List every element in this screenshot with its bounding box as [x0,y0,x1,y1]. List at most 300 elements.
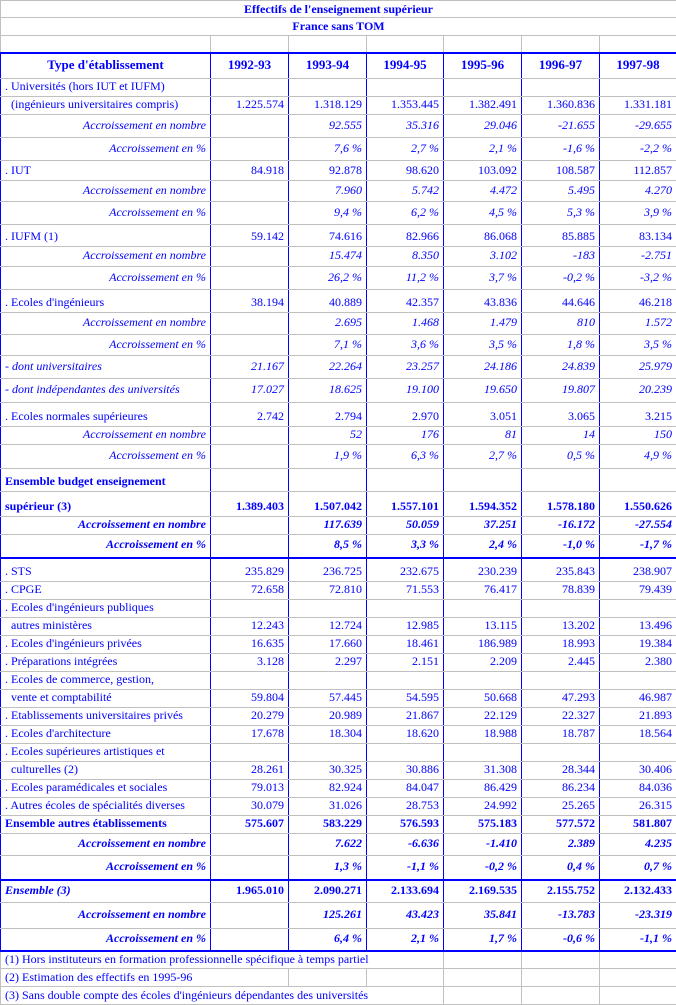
row-label: . IUFM (1) [1,225,211,247]
row-value: 72.658 [211,582,289,600]
row-value: 3.065 [522,403,600,427]
row-value: 92.555 [289,115,367,138]
row-label: supérieur (3) [1,492,211,517]
row-value: 7,6 % [289,138,367,161]
row-value [289,600,367,618]
row-value: 1.965.010 [211,880,289,903]
row-value: -0,2 % [444,856,522,880]
table-row [1,517,676,535]
row-value: 3,3 % [367,535,444,558]
row-value: -21.655 [522,115,600,138]
row-value [211,427,289,445]
row-value: 17.678 [211,726,289,744]
row-value [522,469,600,492]
column-header-year: 1997-98 [600,53,676,79]
row-value: 18.304 [289,726,367,744]
table-row [1,834,676,856]
row-value: 117.639 [289,517,367,535]
row-value [444,600,522,618]
row-value: 0,7 % [600,856,676,880]
row-value: 82.924 [289,780,367,798]
row-value: 1.594.352 [444,492,522,517]
row-value: 6,4 % [289,929,367,951]
empty-cell [600,951,676,969]
row-label: vente et comptabilité [1,690,211,708]
row-value: 1.318.129 [289,97,367,115]
row-value: 2.970 [367,403,444,427]
row-value: 2.155.752 [522,880,600,903]
row-value: 2.133.694 [367,880,444,903]
footnote-row [1,969,676,987]
table-row [1,356,676,379]
row-value: 2,1 % [367,929,444,951]
row-value: 18.564 [600,726,676,744]
row-value: 35.841 [444,903,522,929]
row-value: -29.655 [600,115,676,138]
row-value: -1,6 % [522,138,600,161]
table-row [1,335,676,356]
table-row [1,903,676,929]
empty-cell [522,969,600,987]
row-value: 23.257 [367,356,444,379]
row-value: 79.439 [600,582,676,600]
table-row [1,798,676,816]
row-label: Accroissement en nombre [1,903,211,929]
row-value [289,744,367,762]
row-value: 577.572 [522,816,600,834]
row-value: 112.857 [600,161,676,181]
row-value: 26.315 [600,798,676,816]
row-value: 238.907 [600,558,676,582]
row-value: 3.128 [211,654,289,672]
row-value: 6,2 % [367,202,444,225]
row-value: 15.474 [289,247,367,267]
row-value: 86.068 [444,225,522,247]
row-value: 59.804 [211,690,289,708]
row-value: 3,9 % [600,202,676,225]
table-row [1,780,676,798]
empty-cell [289,969,367,987]
row-value [444,672,522,690]
table-row [1,672,676,690]
row-value: -1,7 % [600,535,676,558]
row-value [211,517,289,535]
row-value: 1.468 [367,313,444,335]
row-value: 4.472 [444,181,522,202]
row-value [211,335,289,356]
row-value: 3,7 % [444,267,522,290]
row-value: 59.142 [211,225,289,247]
row-value: 22.129 [444,708,522,726]
table-subtitle: France sans TOM [1,18,676,36]
row-value: 4,5 % [444,202,522,225]
row-value: 21.893 [600,708,676,726]
row-value: 74.616 [289,225,367,247]
row-value [211,138,289,161]
row-value: 4,9 % [600,445,676,469]
row-value [522,744,600,762]
row-value: 3,5 % [600,335,676,356]
row-label: . Autres écoles de spécialités diverses [1,798,211,816]
row-label: . Ecoles d'ingénieurs [1,290,211,313]
row-value: 17.660 [289,636,367,654]
row-value: 46.218 [600,290,676,313]
row-value: 2.297 [289,654,367,672]
row-value: 47.293 [522,690,600,708]
table-row [1,138,676,161]
row-value: 3,6 % [367,335,444,356]
row-label: Accroissement en % [1,929,211,951]
table-row [1,313,676,335]
row-label: . Universités (hors IUT et IUFM) [1,79,211,97]
row-value: -3,2 % [600,267,676,290]
row-value: 2,7 % [444,445,522,469]
row-label: . IUT [1,161,211,181]
row-value: 3.102 [444,247,522,267]
row-value: 1.360.836 [522,97,600,115]
row-label: Accroissement en % [1,535,211,558]
row-value: 6,3 % [367,445,444,469]
row-value [211,834,289,856]
row-value [211,115,289,138]
row-value: 18.620 [367,726,444,744]
row-value: 18.787 [522,726,600,744]
row-value [211,313,289,335]
table-row [1,469,676,492]
row-value: 2.445 [522,654,600,672]
row-value: 3.215 [600,403,676,427]
row-value: 1.557.101 [367,492,444,517]
row-value [367,744,444,762]
table-row [1,726,676,744]
row-value: 583.229 [289,816,367,834]
table-title: Effectifs de l'enseignement supérieur [1,1,676,18]
row-value: 2.794 [289,403,367,427]
footnote: (3) Sans double compte des écoles d'ingénieurs dépendantes des universités [1,987,444,1005]
row-label: . Etablissements universitaires privés [1,708,211,726]
row-value: 35.316 [367,115,444,138]
row-value [289,672,367,690]
row-value: 52 [289,427,367,445]
row-value [211,202,289,225]
row-value [211,600,289,618]
table-row [1,202,676,225]
row-label: - dont universitaires [1,356,211,379]
table-row [1,445,676,469]
row-value: 21.867 [367,708,444,726]
row-value: 5.742 [367,181,444,202]
row-label: Accroissement en nombre [1,517,211,535]
row-value: 81 [444,427,522,445]
table-row [1,535,676,558]
row-value: 12.985 [367,618,444,636]
row-value: 18.988 [444,726,522,744]
row-label: Accroissement en % [1,202,211,225]
table-row [1,880,676,903]
row-value: 230.239 [444,558,522,582]
row-value: 25.265 [522,798,600,816]
row-value: 19.807 [522,379,600,403]
row-value [211,469,289,492]
footnote-row [1,987,676,1005]
row-value: 31.308 [444,762,522,780]
row-value: 1.572 [600,313,676,335]
row-label: . STS [1,558,211,582]
row-value: 3.051 [444,403,522,427]
row-value [211,181,289,202]
row-value: 13.496 [600,618,676,636]
row-label: - dont indépendantes des universités [1,379,211,403]
blank-row [1,36,676,53]
row-value: 26,2 % [289,267,367,290]
row-value: 5.495 [522,181,600,202]
row-value: 186.989 [444,636,522,654]
row-value: 19.384 [600,636,676,654]
row-value: 31.026 [289,798,367,816]
row-value: -1,1 % [367,856,444,880]
row-value: -0,6 % [522,929,600,951]
row-value: -16.172 [522,517,600,535]
table-row [1,654,676,672]
footnote: (1) Hors instituteurs en formation professionnelle spécifique à temps partiel [1,951,444,969]
column-header-year: 1994-95 [367,53,444,79]
empty-cell [522,987,600,1005]
row-value: 76.417 [444,582,522,600]
row-value: 28.261 [211,762,289,780]
row-label: Ensemble autres établissements [1,816,211,834]
row-value [600,79,676,97]
row-value: 7.622 [289,834,367,856]
row-value: 13.202 [522,618,600,636]
row-value [211,445,289,469]
row-value: 86.234 [522,780,600,798]
row-label: Accroissement en % [1,138,211,161]
empty-cell [367,969,444,987]
row-value: 16.635 [211,636,289,654]
column-header-year: 1995-96 [444,53,522,79]
row-value: 17.027 [211,379,289,403]
column-header-year: 1993-94 [289,53,367,79]
row-value: 46.987 [600,690,676,708]
row-value: 84.047 [367,780,444,798]
empty-cell [444,951,522,969]
row-value: 8.350 [367,247,444,267]
header-row [1,53,676,79]
column-header-year: 1996-97 [522,53,600,79]
row-value: 125.261 [289,903,367,929]
row-value: 581.807 [600,816,676,834]
row-label: . Ecoles normales supérieures [1,403,211,427]
row-value: -23.319 [600,903,676,929]
row-value: 92.878 [289,161,367,181]
row-value: 57.445 [289,690,367,708]
row-value: 1.331.181 [600,97,676,115]
row-label: . Préparations intégrées [1,654,211,672]
row-value: 575.607 [211,816,289,834]
row-value: -1.410 [444,834,522,856]
row-value: 37.251 [444,517,522,535]
row-value: 2,1 % [444,138,522,161]
row-value [367,79,444,97]
table-row [1,403,676,427]
table-row [1,582,676,600]
table-row [1,181,676,202]
row-label: . Ecoles de commerce, gestion, [1,672,211,690]
row-label: . Ecoles d'ingénieurs privées [1,636,211,654]
row-value: 28.753 [367,798,444,816]
table-row [1,600,676,618]
row-label: Accroissement en % [1,267,211,290]
row-label: culturelles (2) [1,762,211,780]
row-value: 21.167 [211,356,289,379]
row-value: -27.554 [600,517,676,535]
row-value: 54.595 [367,690,444,708]
row-value: 2.169.535 [444,880,522,903]
row-value: 50.668 [444,690,522,708]
row-value [522,672,600,690]
row-value: 4.235 [600,834,676,856]
row-value: 72.810 [289,582,367,600]
row-value: 12.243 [211,618,289,636]
column-header-type: Type d'établissement [1,53,211,79]
row-value: 84.918 [211,161,289,181]
row-value: 28.344 [522,762,600,780]
column-header-year: 1992-93 [211,53,289,79]
row-value: 2,4 % [444,535,522,558]
row-value: 1.389.403 [211,492,289,517]
row-value: -1,1 % [600,929,676,951]
row-value: 2.209 [444,654,522,672]
row-value: 1,9 % [289,445,367,469]
row-value: -2,2 % [600,138,676,161]
table-row [1,558,676,582]
row-value: 2.389 [522,834,600,856]
footnote: (2) Estimation des effectifs en 1995-96 [1,969,289,987]
row-value: 108.587 [522,161,600,181]
row-value [444,744,522,762]
row-value: 1.507.042 [289,492,367,517]
row-value: 576.593 [367,816,444,834]
row-value [367,469,444,492]
empty-cell [444,969,522,987]
row-value: 2.151 [367,654,444,672]
table-row [1,115,676,138]
row-value [444,79,522,97]
row-value: 24.186 [444,356,522,379]
row-value [522,79,600,97]
row-value: 43.836 [444,290,522,313]
row-value: 2.380 [600,654,676,672]
row-value: 1,3 % [289,856,367,880]
row-value: 19.650 [444,379,522,403]
row-value: 84.036 [600,780,676,798]
row-value: 98.620 [367,161,444,181]
row-value: 86.429 [444,780,522,798]
row-value: 575.183 [444,816,522,834]
row-value: 235.843 [522,558,600,582]
row-value: 43.423 [367,903,444,929]
empty-cell [522,951,600,969]
row-value: 5,3 % [522,202,600,225]
empty-cell [444,987,522,1005]
row-value: 40.889 [289,290,367,313]
row-value: 30.886 [367,762,444,780]
row-label: autres ministères [1,618,211,636]
row-label: . CPGE [1,582,211,600]
row-label: Accroissement en nombre [1,834,211,856]
row-value: 1,8 % [522,335,600,356]
table-row [1,708,676,726]
table-row [1,690,676,708]
table-row [1,636,676,654]
row-value [211,856,289,880]
row-value: 1.382.491 [444,97,522,115]
row-value: 19.100 [367,379,444,403]
row-value: -13.783 [522,903,600,929]
row-value: 0,5 % [522,445,600,469]
row-value: 1.225.574 [211,97,289,115]
table-row [1,379,676,403]
row-value [600,600,676,618]
row-value: 22.327 [522,708,600,726]
row-value: 30.079 [211,798,289,816]
table-row [1,427,676,445]
row-value: -6.636 [367,834,444,856]
table-row [1,492,676,517]
row-value: 1.479 [444,313,522,335]
row-value [600,744,676,762]
row-label: . Ecoles d'ingénieurs publiques [1,600,211,618]
row-value: 103.092 [444,161,522,181]
row-label: Accroissement en % [1,856,211,880]
row-value: 150 [600,427,676,445]
row-value: 1.353.445 [367,97,444,115]
table-row [1,856,676,880]
row-value: 2.742 [211,403,289,427]
row-value: 2.695 [289,313,367,335]
row-value: 42.357 [367,290,444,313]
footnote-row [1,951,676,969]
row-value [211,672,289,690]
row-value [211,929,289,951]
row-value: 83.134 [600,225,676,247]
row-value: 176 [367,427,444,445]
row-value: 85.885 [522,225,600,247]
row-value [367,600,444,618]
row-label: Accroissement en % [1,445,211,469]
row-value: 2.090.271 [289,880,367,903]
row-value: 12.724 [289,618,367,636]
row-value [211,903,289,929]
table-row [1,97,676,115]
row-value: 82.966 [367,225,444,247]
row-value: 44.646 [522,290,600,313]
row-value: -0,2 % [522,267,600,290]
row-label: . Ecoles d'architecture [1,726,211,744]
table-row [1,161,676,181]
table-row [1,225,676,247]
row-label: Accroissement en nombre [1,115,211,138]
row-value: 232.675 [367,558,444,582]
row-value: 38.194 [211,290,289,313]
table-row [1,290,676,313]
row-value: 4.270 [600,181,676,202]
row-value: -183 [522,247,600,267]
row-value: 29.046 [444,115,522,138]
table-row [1,744,676,762]
row-value: 14 [522,427,600,445]
row-value: 13.115 [444,618,522,636]
